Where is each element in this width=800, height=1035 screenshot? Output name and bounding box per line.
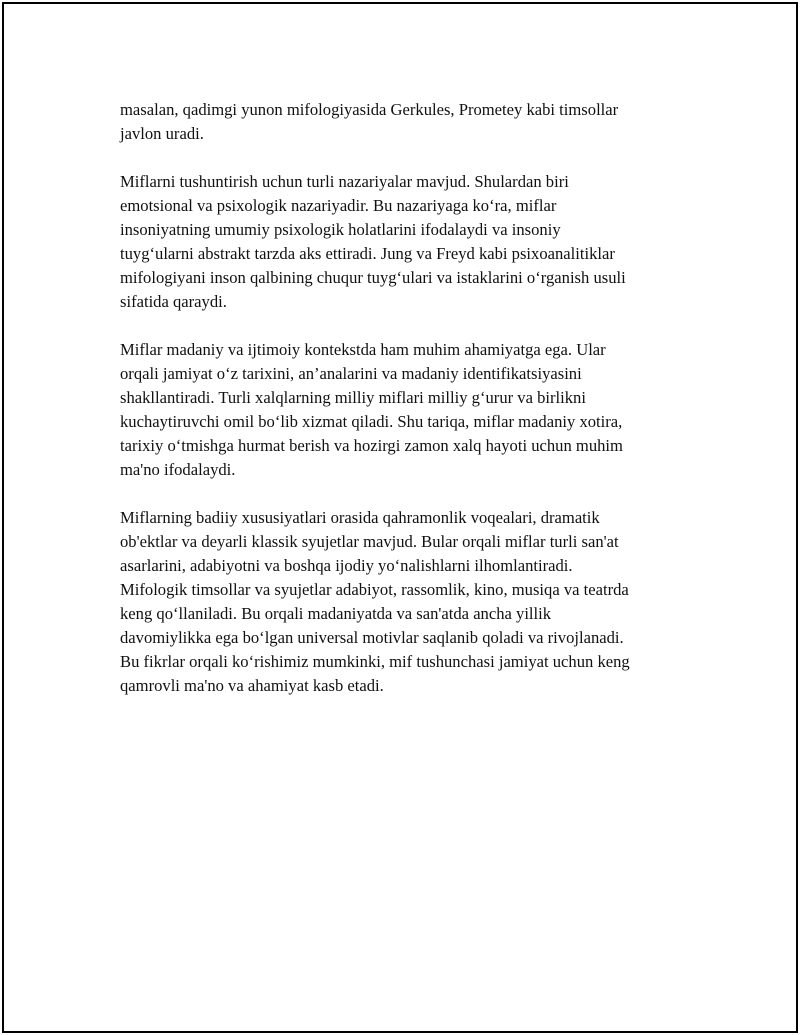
text-line: mifologiyani inson qalbining chuqur tuyg‘ulari va istaklarini o‘rganish usuli xyxy=(120,268,626,287)
text-line: ma'no ifodalaydi. xyxy=(120,460,236,479)
text-line: tarixiy o‘tmishga hurmat berish va hozirgi zamon xalq hayoti uchun muhim xyxy=(120,436,623,455)
text-line: tuyg‘ularni abstrakt tarzda aks ettiradi. Jung va Freyd kabi psixoanalitiklar xyxy=(120,244,615,263)
text-line: shakllantiradi. Turli xalqlarning milliy miflari milliy g‘urur va birlikni xyxy=(120,388,586,407)
text-line: javlon uradi. xyxy=(120,124,204,143)
paragraph-3 xyxy=(120,338,700,482)
document-body xyxy=(120,98,700,722)
text-line: sifatida qaraydi. xyxy=(120,292,227,311)
paragraph-2 xyxy=(120,170,700,314)
text-line: qamrovli ma'no va ahamiyat kasb etadi. xyxy=(120,676,384,695)
paragraph-1 xyxy=(120,98,700,146)
text-line: Mifologik timsollar va syujetlar adabiyot, rassomlik, kino, musiqa va teatrda xyxy=(120,580,629,599)
text-line: keng qo‘llaniladi. Bu orqali madaniyatda va san'atda ancha yillik xyxy=(120,604,552,623)
text-line: asarlarini, adabiyotni va boshqa ijodiy yo‘nalishlarni ilhomlantiradi. xyxy=(120,556,573,575)
text-line: kuchaytiruvchi omil bo‘lib xizmat qiladi. Shu tariqa, miflar madaniy xotira, xyxy=(120,412,623,431)
text-line: orqali jamiyat o‘z tarixini, an’analarini va madaniy identifikatsiyasini xyxy=(120,364,582,383)
text-line: masalan, qadimgi yunon mifologiyasida Gerkules, Prometey kabi timsollar xyxy=(120,100,619,119)
text-line: davomiylikka ega bo‘lgan universal motivlar saqlanib qoladi va rivojlanadi. xyxy=(120,628,624,647)
page-frame xyxy=(2,2,798,1033)
text-line: ob'ektlar va deyarli klassik syujetlar mavjud. Bular orqali miflar turli san'at xyxy=(120,532,619,551)
text-line: Miflarning badiiy xususiyatlari orasida qahramonlik voqealari, dramatik xyxy=(120,508,600,527)
text-line: Bu fikrlar orqali ko‘rishimiz mumkinki, mif tushunchasi jamiyat uchun keng xyxy=(120,652,630,671)
text-line: Miflarni tushuntirish uchun turli nazariyalar mavjud. Shulardan biri xyxy=(120,172,569,191)
text-line: emotsional va psixologik nazariyadir. Bu nazariyaga ko‘ra, miflar xyxy=(120,196,557,215)
text-line: insoniyatning umumiy psixologik holatlarini ifodalaydi va insoniy xyxy=(120,220,561,239)
text-line: Miflar madaniy va ijtimoiy kontekstda ham muhim ahamiyatga ega. Ular xyxy=(120,340,606,359)
paragraph-4 xyxy=(120,506,700,698)
